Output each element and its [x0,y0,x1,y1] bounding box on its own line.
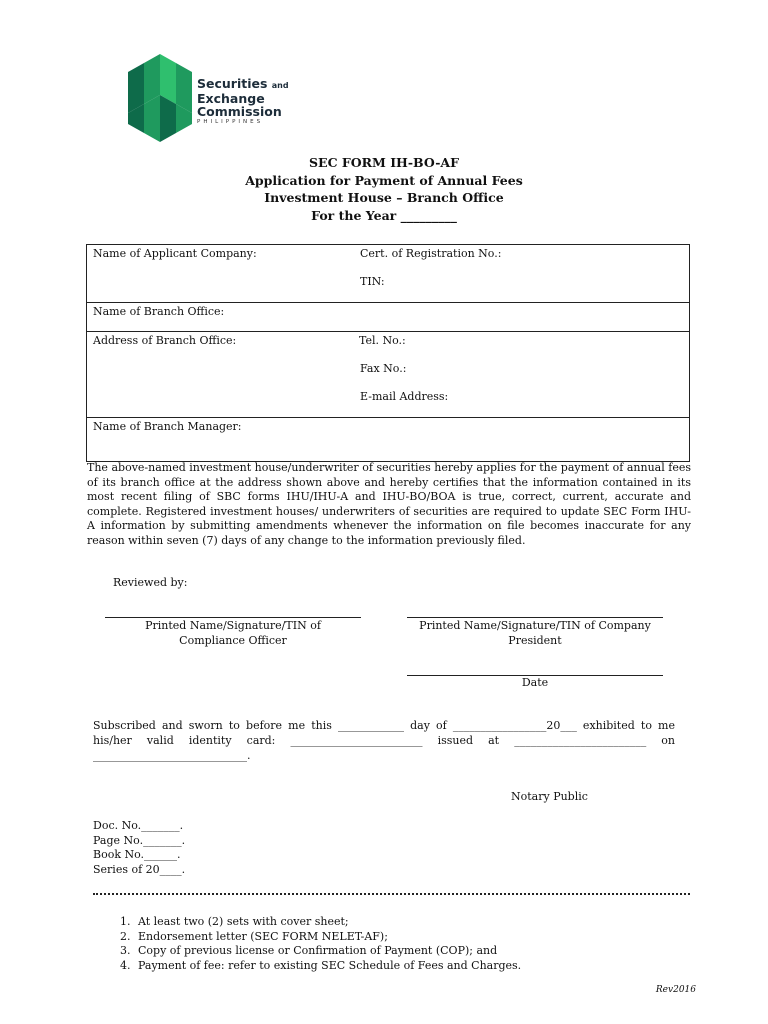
sworn-statement: Subscribed and sworn to before me this ____________ day of _________________20___ exhibited to me his/her valid identity card: ________________________ issued at ________________________ on ____________________________. [93,719,675,762]
form-title [0,154,768,224]
branch-manager-label: Name of Branch Manager: [93,420,242,433]
dotted-separator [93,893,690,897]
logo-line1: Securities [197,76,268,91]
compliance-signature-line [105,617,361,618]
compliance-officer-caption [105,619,361,648]
fax-no-label: Fax No.: [360,362,407,375]
president-caption [407,619,663,648]
compliance-caption-line1: Printed Name/Signature/TIN of [145,619,321,632]
logo-line3: Commission [197,104,282,119]
date-label: Date [521,676,549,689]
form-name: Application for Payment of Annual Fees [245,172,523,188]
row-applicant [87,245,689,303]
tin-label: TIN: [360,275,385,288]
doc-no: Doc. No._______. [93,819,184,832]
president-caption-line1: Printed Name/Signature/TIN of Company [419,619,651,632]
requirement-item: 3. Copy of previous license or Confirmation of Payment (COP); and [134,944,521,959]
logo-line1-small: and [271,81,289,90]
requirements-list [110,915,521,973]
row-branch-address [87,332,689,418]
email-label: E-mail Address: [360,390,449,403]
series: Series of 20____. [93,862,186,876]
row-branch-name [87,303,689,332]
tel-no-label: Tel. No.: [359,334,406,347]
form-year: For the Year _________ [311,207,457,223]
logo-wordmark [197,77,289,125]
form-subject: Investment House – Branch Office [264,190,504,205]
certification-paragraph: The above-named investment house/underwriter of securities hereby applies for the payment of annual fees of its branch office at the address shown above and hereby certifies that the information contained in its most recent filing of SBC forms IHU/IHU-A and IHU-BO/BOA is true, correct, current, accurate and complete. Registered investment houses/ underwriters of securities are required to update SEC Form IHU-A information by submitting amendments whenever the information on file becomes inaccurate for any reason within seven (7) days of any change to the information previously filed. [87,461,691,547]
president-caption-line2: President [508,633,562,647]
requirement-item: 2. Endorsement letter (SEC FORM NELET-AF); [134,930,521,945]
reviewed-by-label: Reviewed by: [113,576,188,589]
cert-registration-label: Cert. of Registration No.: [360,247,502,260]
sec-logo [124,50,304,146]
compliance-caption-line2: Compliance Officer [179,633,287,647]
page-no: Page No._______. [93,833,186,847]
branch-office-name-label: Name of Branch Office: [93,305,225,318]
logo-line2: Exchange [197,91,265,106]
notary-public-label: Notary Public [511,790,588,803]
book-no: Book No.______. [93,848,181,861]
president-signature-line [407,617,663,618]
revision-label: Rev2016 [655,985,696,995]
branch-office-address-label: Address of Branch Office: [93,334,237,347]
logo-line4: PHILIPPINES [197,119,264,125]
requirement-item: 4. Payment of fee: refer to existing SEC Schedule of Fees and Charges. [134,959,521,974]
sec-hexagon-icon [124,50,196,146]
notary-details [93,819,185,877]
applicant-form-table [86,244,690,462]
requirement-item: 1. At least two (2) sets with cover sheet; [134,915,521,930]
form-code: SEC FORM IH-BO-AF [309,155,459,170]
applicant-company-label: Name of Applicant Company: [93,247,257,260]
row-branch-manager [87,418,689,461]
